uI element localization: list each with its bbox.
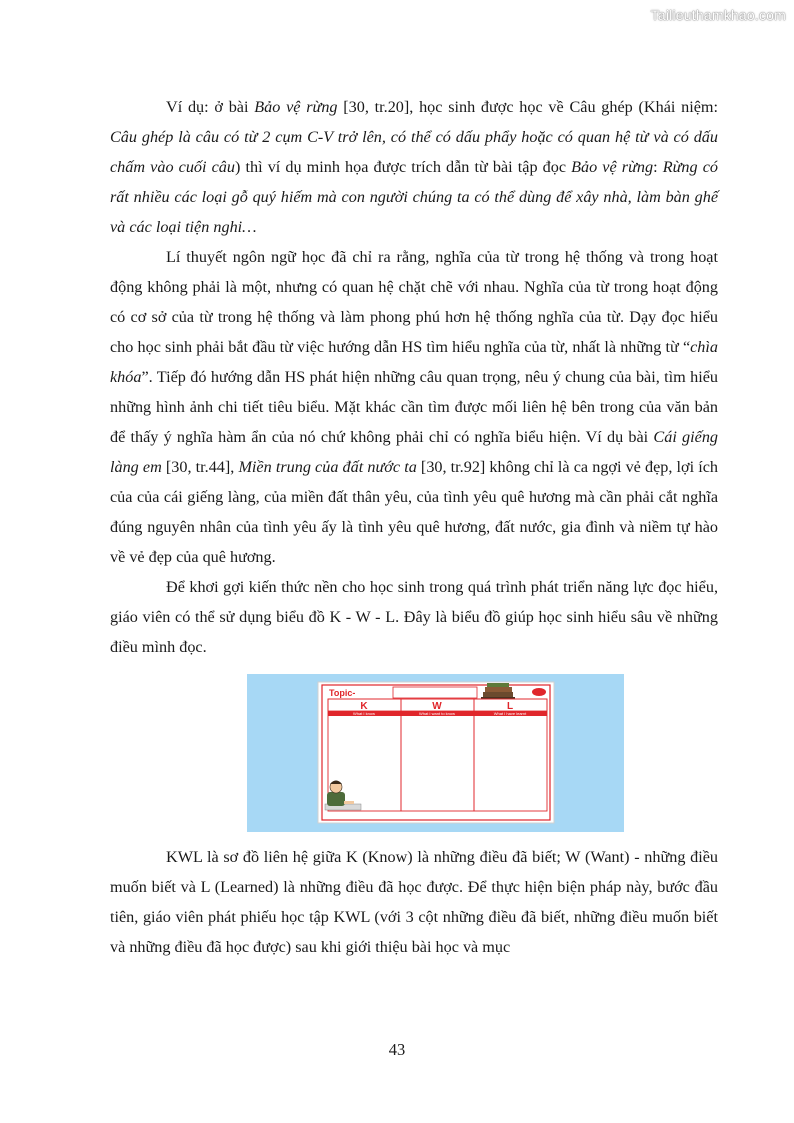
lesson-title: Bảo vệ rừng <box>571 158 654 176</box>
text-run: : <box>653 158 663 176</box>
kwl-letter-l: L <box>506 701 514 712</box>
kwl-caption-l: What I have learnt <box>493 711 527 716</box>
text-run: Lí thuyết ngôn ngữ học đã chỉ ra rằng, nghĩa của từ trong hệ thống và trong hoạt động không phải là một, nhưng có quan hệ chặt chẽ với nhau. Nghĩa của từ trong hoạt động có cơ sở của từ trong hệ thống và làm phong phú hơn hệ thống nghĩa của từ. Dạy đọc hiểu cho học sinh phải bắt đầu từ việc hướng dẫn HS tìm hiểu nghĩa của từ, nhất là những từ “ <box>110 248 718 356</box>
topic-field <box>393 687 477 698</box>
text-run: ) thì ví dụ minh họa được trích dẫn từ bài tập đọc <box>235 158 572 176</box>
lesson-title: Cái giếng làng em <box>110 428 719 476</box>
lesson-title: Bảo vệ rừng <box>254 98 338 116</box>
kwl-chart-illustration <box>247 674 624 832</box>
kwl-caption-w: What I want to know <box>418 711 456 716</box>
page-content <box>110 92 718 962</box>
kwl-letter-k: K <box>360 701 368 712</box>
paragraph-kwl-intro: Để khơi gợi kiến thức nền cho học sinh trong quá trình phát triển năng lực đọc hiểu, giáo viên có thể sử dụng biểu đồ K - W - L. Đây là biểu đồ giúp học sinh hiểu sâu về những điều mình đọc. <box>110 578 718 656</box>
text-run: ”. Tiếp đó hướng dẫn HS phát hiện những câu quan trọng, nêu ý chung của bài, tìm hiểu những hình ảnh chi tiết tiêu biểu. Mặt khác cần tìm được mối liên hệ bên trong của văn bản để thấy ý nghĩa hàm ẩn của nó chứ không phải chỉ có nghĩa biểu hiện. Ví dụ bài <box>110 368 718 446</box>
text-run: [30, tr.92] không chỉ là ca ngợi vẻ đẹp, lợi ích của của cái giếng làng, của miền đất thân yêu, của tình yêu quê hương mà cần phải cắt nghĩa đúng nguyên nhân của tình yêu ấy là tình yêu quê hương, đất nước, gia đình và niềm tự hào về vẻ đẹp của quê hương. <box>110 458 718 566</box>
example-quote: Rừng có rất nhiều các loại gỗ quý hiếm mà con người chúng ta có thể dùng để xây nhà, làm bàn ghế và các loại tiện nghi… <box>110 158 719 236</box>
paragraph-kwl-definition: KWL là sơ đồ liên hệ giữa K (Know) là những điều đã biết; W (Want) - những điều muốn biết và L (Learned) là những điều đã học được. Để thực hiện biện pháp này, bước đầu tiên, giáo viên phát phiếu học tập KWL (với 3 cột những điều đã biết, những điều muốn biết và những điều đã học được) sau khi giới thiệu bài học và mục <box>110 848 718 956</box>
badge-icon <box>532 688 546 696</box>
paragraph-linguistic-theory <box>110 242 718 572</box>
watermark: Tailieuthamkhao.com <box>650 7 786 23</box>
kwl-letter-w: W <box>432 701 442 712</box>
text-run: [30, tr.20], học sinh được học về Câu ghép (Khái niệm: <box>337 98 718 116</box>
emphasis-text: chìa khóa <box>110 338 718 386</box>
kwl-chart-figure <box>247 674 624 832</box>
paragraph-example-bao-ve-rung <box>110 92 718 242</box>
kwl-caption-k: What I know <box>352 711 376 716</box>
text-run: Ví dụ: ở bài <box>166 98 255 116</box>
lesson-title: Miền trung của đất nước ta <box>238 458 417 476</box>
topic-label: Topic- <box>329 688 356 698</box>
definition-text: Câu ghép là câu có từ 2 cụm C-V trở lên, có thể có dấu phẩy hoặc có quan hệ từ và có dấu chấm vào cuối câu <box>110 128 718 176</box>
text-run: [30, tr.44], <box>161 458 239 476</box>
page-number: 43 <box>388 1040 406 1059</box>
